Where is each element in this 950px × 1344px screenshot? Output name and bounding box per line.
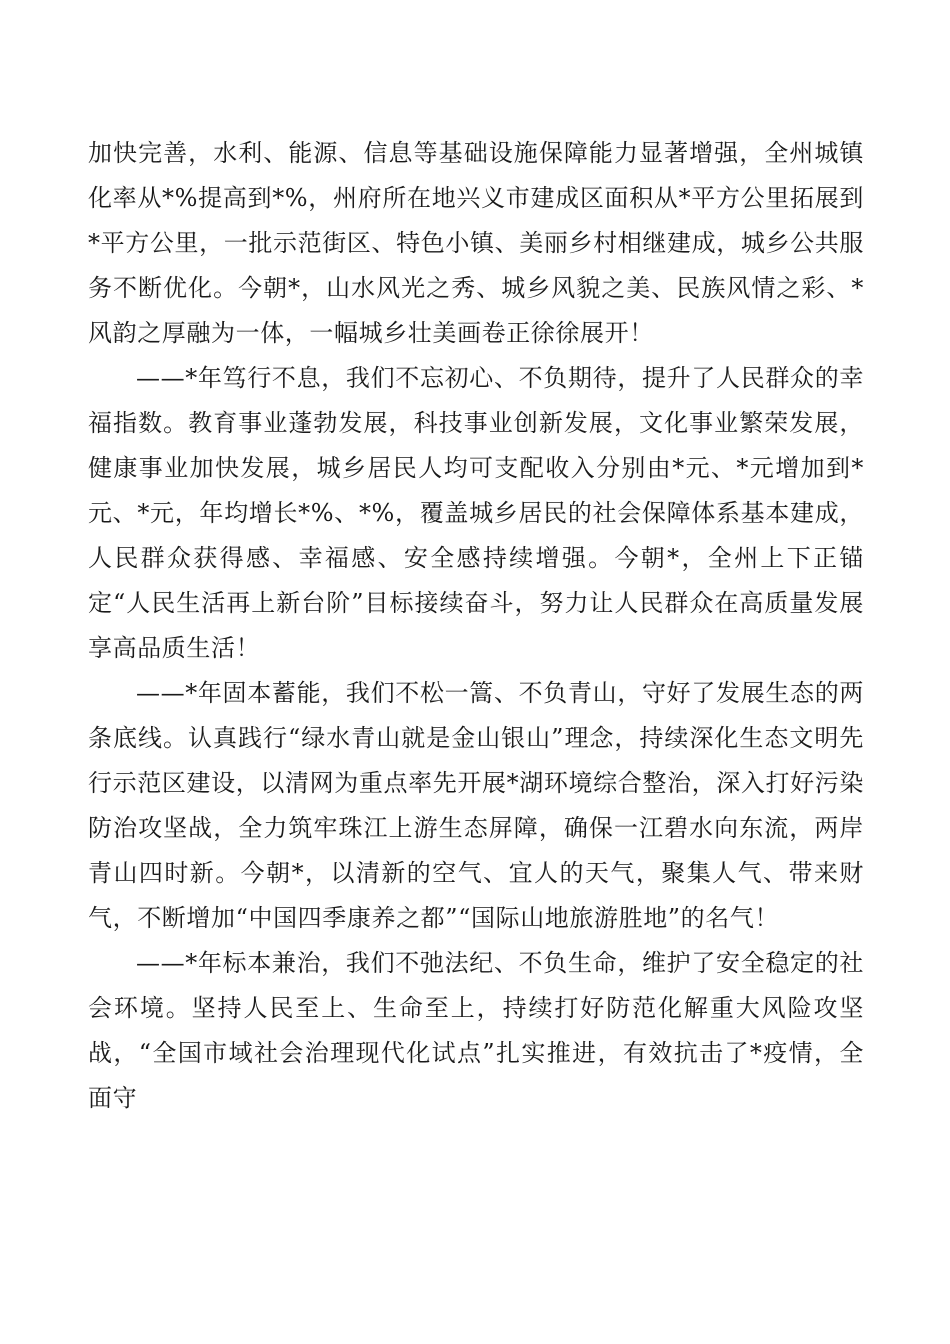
document-body [88, 131, 864, 1121]
paragraph-urbanization: 加快完善，水利、能源、信息等基础设施保障能力显著增强，全州城镇化率从*%提高到*%，州府所在地兴义市建成区面积从*平方公里拓展到*平方公里，一批示范街区、特色小镇、美丽乡村相继建成，城乡公共服务不断优化。今朝*，山水风光之秀、城乡风貌之美、民族风情之彩、*风韵之厚融为一体，一幅城乡壮美画卷正徐徐展开！ [88, 139, 864, 347]
paragraph-security: ——*年标本兼治，我们不弛法纪、不负生命，维护了安全稳定的社会环境。坚持人民至上、生命至上，持续打好防范化解重大风险攻坚战，“全国市域社会治理现代化试点”扎实推进，有效抗击了*疫情，全面守 [88, 949, 864, 1112]
paragraph-ecology: ——*年固本蓄能，我们不松一篙、不负青山，守好了发展生态的两条底线。认真践行“绿水青山就是金山银山”理念，持续深化生态文明先行示范区建设，以清网为重点率先开展*湖环境综合整治，深入打好污染防治攻坚战，全力筑牢珠江上游生态屏障，确保一江碧水向东流，两岸青山四时新。今朝*，以清新的空气、宜人的天气，聚集人气、带来财气，不断增加“中国四季康养之都”“国际山地旅游胜地”的名气！ [88, 679, 864, 932]
paragraph-wellbeing: ——*年笃行不息，我们不忘初心、不负期待，提升了人民群众的幸福指数。教育事业蓬勃发展，科技事业创新发展，文化事业繁荣发展，健康事业加快发展，城乡居民人均可支配收入分别由*元、*元增加到*元、*元，年均增长*%、*%，覆盖城乡居民的社会保障体系基本建成，人民群众获得感、幸福感、安全感持续增强。今朝*，全州上下正锚定“人民生活再上新台阶”目标接续奋斗，努力让人民群众在高质量发展享高品质生活！ [88, 364, 864, 662]
